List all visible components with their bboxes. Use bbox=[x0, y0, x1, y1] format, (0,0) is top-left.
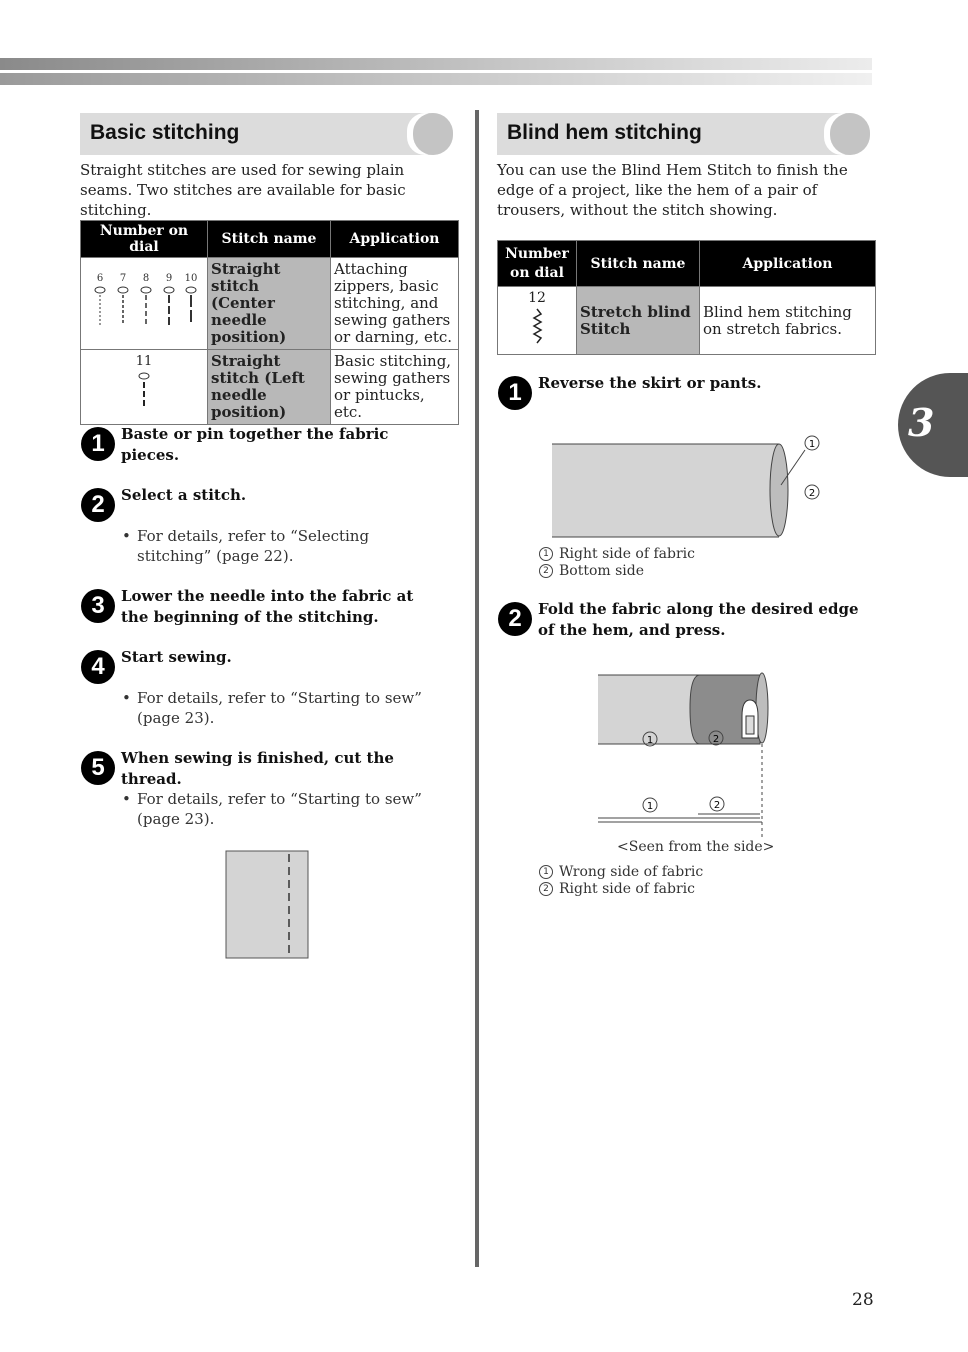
step-text: Baste or pin together the fabric pieces. bbox=[121, 425, 389, 464]
chapter-tab-number: 3 bbox=[908, 400, 935, 445]
seam-illustration bbox=[225, 850, 311, 960]
legend-item bbox=[539, 563, 695, 580]
page-number: 28 bbox=[852, 1290, 874, 1310]
step-number: 1 bbox=[81, 427, 115, 461]
legend-text: Wrong side of fabric bbox=[559, 864, 704, 880]
callout-number: 2 bbox=[712, 734, 720, 745]
legend-mark: 2 bbox=[539, 564, 553, 578]
stitch-name-cell: Stretch blind Stitch bbox=[577, 287, 700, 355]
legend-text: Right side of fabric bbox=[559, 546, 695, 562]
dial-number: 6 bbox=[96, 272, 104, 284]
dial-number: 11 bbox=[135, 354, 153, 369]
legend-mark: 2 bbox=[539, 882, 553, 896]
table-row bbox=[81, 350, 459, 425]
section-title: Blind hem stitching bbox=[507, 121, 702, 144]
table-header-row bbox=[498, 241, 876, 287]
step-note: • For details, refer to “Starting to sew” (page 23). bbox=[122, 790, 422, 828]
step-text: When sewing is finished, cut the thread. bbox=[121, 749, 394, 788]
step-number: 2 bbox=[498, 602, 532, 636]
legend-mark: 1 bbox=[539, 865, 553, 879]
step-text: Start sewing. bbox=[121, 648, 232, 666]
step-number: 5 bbox=[81, 751, 115, 785]
legend-text: Right side of fabric bbox=[559, 881, 695, 897]
step-text: Reverse the skirt or pants. bbox=[538, 374, 762, 392]
dial-cell bbox=[81, 350, 208, 425]
step-text: Lower the needle into the fabric at the beginning of the stitching. bbox=[121, 587, 414, 626]
dial-number: 8 bbox=[142, 272, 150, 284]
dial-number: 12 bbox=[528, 290, 546, 306]
legend-item bbox=[539, 864, 703, 881]
legend-text: Bottom side bbox=[559, 563, 645, 579]
step-note-text: For details, refer to “Starting to sew” (page 23). bbox=[137, 689, 422, 727]
step-number: 1 bbox=[498, 376, 532, 410]
header-band-top bbox=[0, 58, 872, 70]
folded-hem-illustration bbox=[590, 668, 780, 858]
reversed-garment-illustration bbox=[545, 425, 835, 545]
header-band-bottom bbox=[0, 73, 872, 85]
legend-item bbox=[539, 546, 695, 563]
table-header: Number on dial bbox=[498, 241, 577, 287]
figure-legend bbox=[539, 546, 695, 580]
dial-number: 7 bbox=[119, 272, 127, 284]
straight-stitch-left-icon bbox=[134, 370, 154, 408]
application-cell bbox=[700, 287, 876, 355]
blind-hem-table bbox=[497, 240, 876, 355]
table-header-row bbox=[81, 221, 459, 258]
table-header: Application bbox=[331, 221, 459, 258]
callout-number: 1 bbox=[646, 801, 654, 812]
straight-stitch-center-icons bbox=[84, 269, 196, 335]
application-text: Blind hem stitching on stretch fabrics. bbox=[703, 302, 852, 338]
legend-mark: 1 bbox=[539, 547, 553, 561]
table-row bbox=[81, 258, 459, 350]
callout-number: 2 bbox=[713, 800, 721, 811]
stitch-name-cell: Straight stitch (Left needle position) bbox=[208, 350, 331, 425]
basic-stitch-table bbox=[80, 220, 459, 425]
callout-number: 1 bbox=[808, 439, 816, 450]
figure-legend bbox=[539, 864, 703, 898]
callout-number: 1 bbox=[646, 735, 654, 746]
legend-item bbox=[539, 881, 703, 898]
section-header-basic-stitching bbox=[80, 113, 453, 155]
step-note: • For details, refer to “Selecting stitching” (page 22). bbox=[122, 526, 432, 566]
figure-caption: <Seen from the side> bbox=[617, 839, 775, 855]
callout-number: 2 bbox=[808, 488, 816, 499]
step-number: 3 bbox=[81, 589, 115, 623]
step-text: Select a stitch. bbox=[121, 486, 247, 504]
table-row bbox=[498, 287, 876, 355]
application-cell: Attaching zippers, basic stitching, and sewing gathers or darning, etc. bbox=[331, 258, 459, 350]
intro-text: Straight stitches are used for sewing plain seams. Two stitches are available for basic stitching. bbox=[80, 161, 406, 219]
dial-cell bbox=[81, 258, 208, 350]
stitch-name-cell: Straight stitch (Center needle position) bbox=[208, 258, 331, 350]
dial-number: 10 bbox=[184, 272, 198, 284]
step-note: • For details, refer to “Starting to sew” (page 23). bbox=[122, 689, 422, 727]
table-header: Number on dial bbox=[81, 221, 208, 258]
step-number: 2 bbox=[81, 488, 115, 522]
dial-cell bbox=[498, 287, 577, 355]
section-header-blind-hem bbox=[497, 113, 870, 155]
intro-text: You can use the Blind Hem Stitch to finish the edge of a project, like the hem of a pair of trousers, without the stitch showing. bbox=[497, 161, 848, 219]
column-divider bbox=[475, 110, 479, 1267]
step-text: Fold the fabric along the desired edge of the hem, and press. bbox=[538, 600, 859, 639]
step-note-text: For details, refer to “Starting to sew” (page 23). bbox=[137, 790, 422, 828]
section-title: Basic stitching bbox=[90, 121, 240, 144]
step-note-text: For details, refer to “Selecting stitching” (page 22). bbox=[137, 527, 370, 565]
application-cell: Basic stitching, sewing gathers or pintucks, etc. bbox=[331, 350, 459, 425]
dial-number: 9 bbox=[165, 272, 173, 284]
table-header: Stitch name bbox=[577, 241, 700, 287]
step-number: 4 bbox=[81, 650, 115, 684]
table-header: Stitch name bbox=[208, 221, 331, 258]
table-header: Application bbox=[700, 241, 876, 287]
blind-stitch-icon bbox=[527, 307, 547, 345]
